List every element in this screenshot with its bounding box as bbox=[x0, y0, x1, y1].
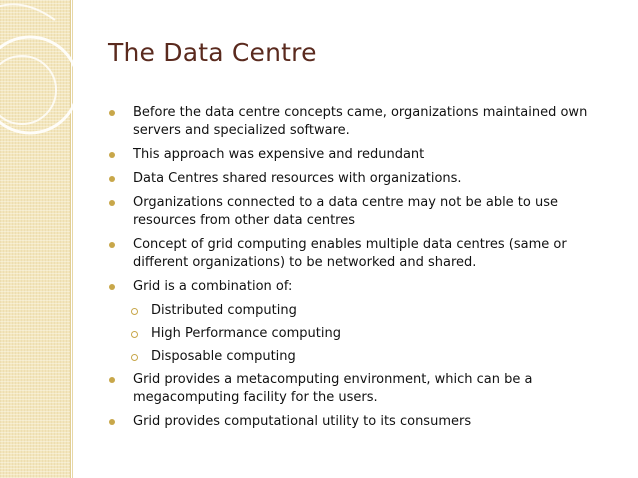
sub-bullet-item bbox=[106, 348, 606, 366]
sub-bullet-circle-icon bbox=[131, 331, 138, 338]
bullet-text: Data Centres shared resources with organizations. bbox=[133, 171, 462, 186]
bullet-item bbox=[106, 146, 606, 164]
slide-body bbox=[106, 104, 606, 437]
bullet-text: Grid provides a metacomputing environment, which can be a megacomputing facility for the users. bbox=[133, 372, 533, 405]
bullet-dot-icon bbox=[109, 200, 115, 206]
bullet-text: Before the data centre concepts came, organizations maintained own servers and specialized software. bbox=[133, 105, 588, 138]
bullet-dot-icon bbox=[109, 284, 115, 290]
bullet-dot-icon bbox=[109, 152, 115, 158]
bullet-item bbox=[106, 170, 606, 188]
slide-title: The Data Centre bbox=[108, 38, 317, 67]
sub-bullet-circle-icon bbox=[131, 354, 138, 361]
bullet-dot-icon bbox=[109, 242, 115, 248]
bullet-dot-icon bbox=[109, 377, 115, 383]
bullet-item bbox=[106, 371, 606, 407]
bullet-text: Concept of grid computing enables multiple data centres (same or different organizations) to be networked and shared. bbox=[133, 237, 567, 270]
sub-bullet-text: Distributed computing bbox=[151, 303, 297, 318]
bullet-dot-icon bbox=[109, 419, 115, 425]
sub-bullet-text: Disposable computing bbox=[151, 349, 296, 364]
sub-bullet-circle-icon bbox=[131, 308, 138, 315]
bullet-item bbox=[106, 236, 606, 272]
sub-bullet-item bbox=[106, 302, 606, 320]
sub-bullet-item bbox=[106, 325, 606, 343]
bullet-text: This approach was expensive and redundant bbox=[133, 147, 425, 162]
bullet-text: Grid provides computational utility to its consumers bbox=[133, 414, 472, 429]
bullet-dot-icon bbox=[109, 110, 115, 116]
sub-bullet-text: High Performance computing bbox=[151, 326, 341, 341]
bullet-item bbox=[106, 194, 606, 230]
bullet-dot-icon bbox=[109, 176, 115, 182]
swirl-decoration-icon bbox=[0, 0, 100, 150]
bullet-text: Organizations connected to a data centre may not be able to use resources from other data centres bbox=[133, 195, 559, 228]
bullet-item bbox=[106, 104, 606, 140]
bullet-item bbox=[106, 413, 606, 431]
bullet-text: Grid is a combination of: bbox=[133, 279, 293, 294]
bullet-item bbox=[106, 278, 606, 296]
